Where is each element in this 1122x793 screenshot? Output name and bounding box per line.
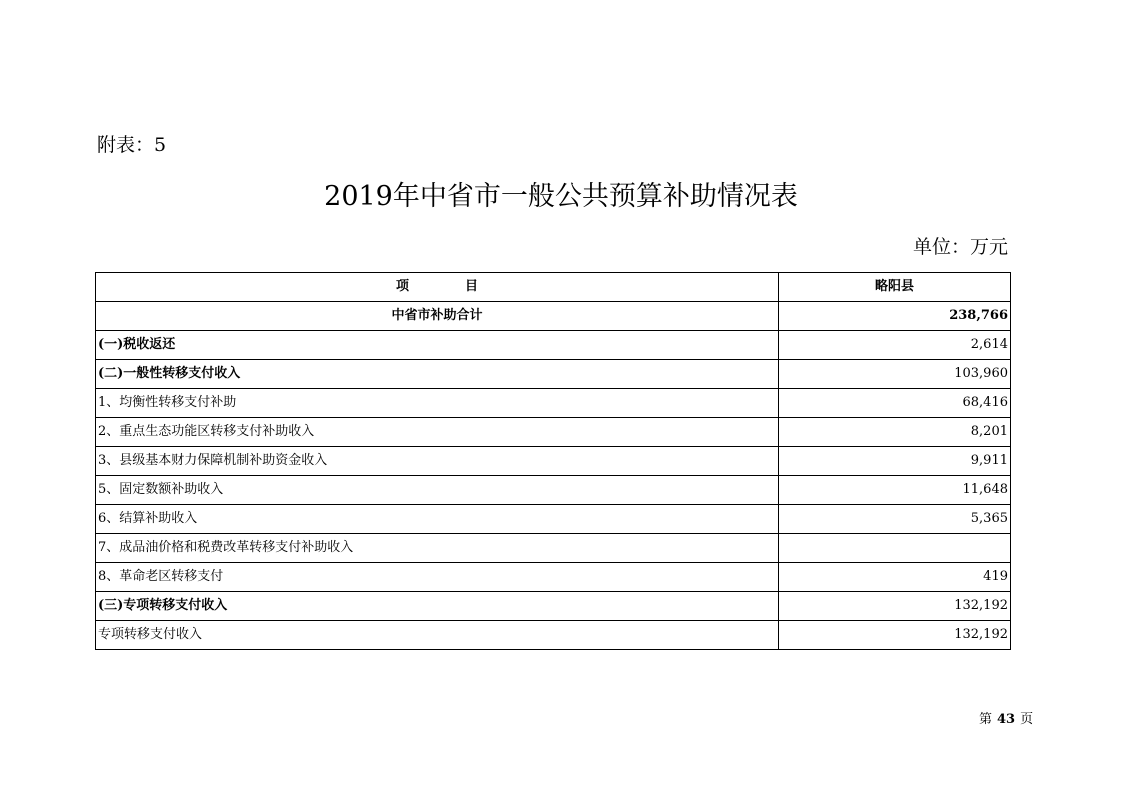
row-value: 8,201: [779, 418, 1011, 447]
row-value: 132,192: [779, 592, 1011, 621]
table-row: [96, 331, 1011, 360]
table-row: [96, 360, 1011, 389]
footer-prefix: 第: [979, 712, 993, 727]
header-county-cell: 略阳县: [779, 273, 1011, 302]
table-row: [96, 563, 1011, 592]
table-row: [96, 418, 1011, 447]
unit-label: 单位：万元: [912, 236, 1008, 258]
table-row: [96, 592, 1011, 621]
page-title: 2019年中省市一般公共预算补助情况表: [324, 181, 798, 212]
table-row: [96, 389, 1011, 418]
table-total-row: [96, 302, 1011, 331]
row-value: 68,416: [779, 389, 1011, 418]
row-value: 419: [779, 563, 1011, 592]
table-row: [96, 505, 1011, 534]
table-row: [96, 534, 1011, 563]
header-item-cell: [96, 273, 779, 302]
row-label: (三)专项转移支付收入: [96, 592, 779, 621]
row-value: 2,614: [779, 331, 1011, 360]
header-item-part2: 目: [465, 279, 479, 294]
attachment-label: 附表：5: [97, 134, 167, 156]
header-item-part1: 项: [395, 279, 409, 294]
row-value: 9,911: [779, 447, 1011, 476]
row-value: 5,365: [779, 505, 1011, 534]
row-value: 103,960: [779, 360, 1011, 389]
row-label: 1、均衡性转移支付补助: [96, 389, 779, 418]
row-label: (一)税收返还: [96, 331, 779, 360]
row-label: 7、成品油价格和税费改革转移支付补助收入: [96, 534, 779, 563]
page-footer: [979, 712, 1033, 728]
row-label: 6、结算补助收入: [96, 505, 779, 534]
table-row: [96, 476, 1011, 505]
budget-table: [95, 272, 1011, 650]
table-header-row: [96, 273, 1011, 302]
table-row: [96, 621, 1011, 650]
total-label: 中省市补助合计: [96, 302, 779, 331]
row-label: 专项转移支付收入: [96, 621, 779, 650]
row-value: 11,648: [779, 476, 1011, 505]
table-row: [96, 447, 1011, 476]
row-value: [779, 534, 1011, 563]
row-label: 8、革命老区转移支付: [96, 563, 779, 592]
row-label: (二)一般性转移支付收入: [96, 360, 779, 389]
row-label: 3、县级基本财力保障机制补助资金收入: [96, 447, 779, 476]
row-label: 2、重点生态功能区转移支付补助收入: [96, 418, 779, 447]
total-value: 238,766: [779, 302, 1011, 331]
page-number: 43: [997, 712, 1016, 727]
row-value: 132,192: [779, 621, 1011, 650]
row-label: 5、固定数额补助收入: [96, 476, 779, 505]
footer-suffix: 页: [1020, 712, 1034, 727]
